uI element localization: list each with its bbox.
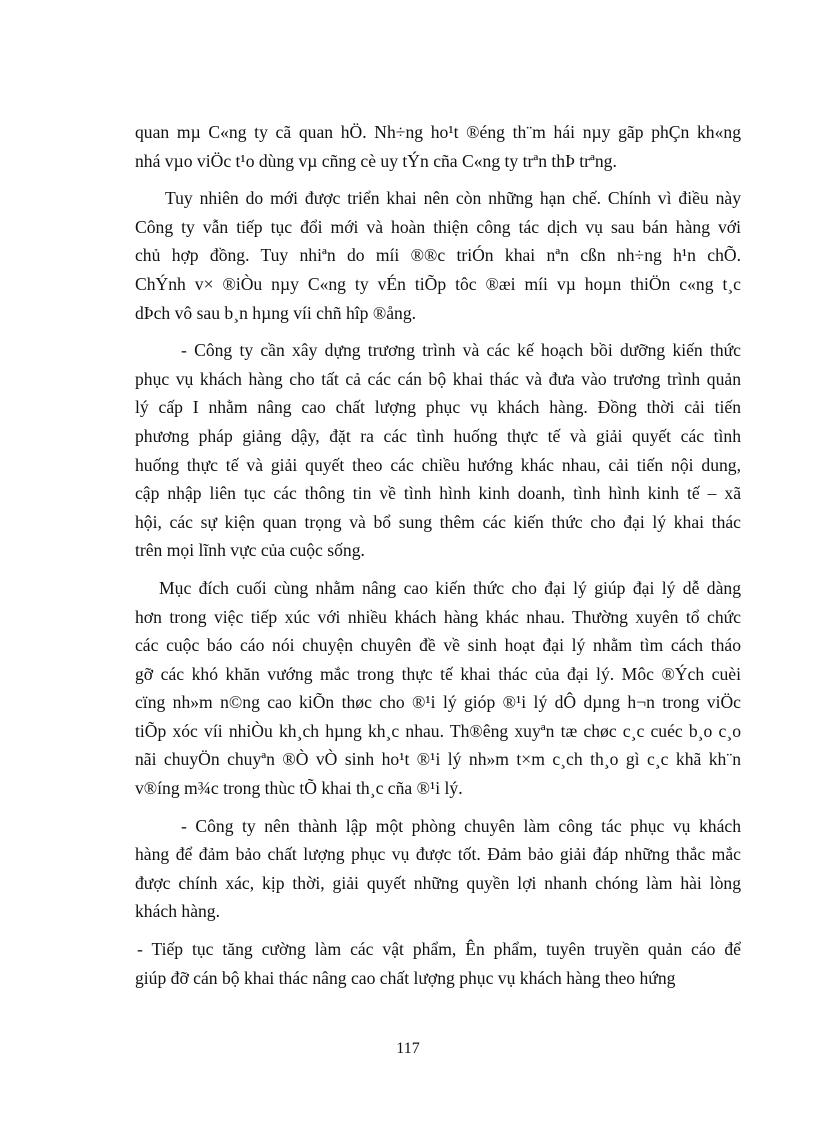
text-line: chủ hợp đồng. Tuy nhiªn do míi ®®c triÓn khai nªn cßn nh÷ng h¹n chÕ. (135, 245, 741, 266)
text-line: quan mµ C«ng ty cã quan hÖ. Nh÷ng ho¹t ®éng th¨m hái nµy gãp phÇn kh«ng (135, 122, 741, 142)
text-line: lý cấp I nhằm nâng cao chất lượng phục vụ khách hàng. Đồng thời cải tiến (135, 397, 741, 418)
paragraph-5 (135, 812, 741, 926)
text-line: cïng nh»m n©ng cao kiÕn thøc cho ®¹i lý gióp ®¹i lý dÔ dµng h¬n trong viÖc (135, 692, 741, 713)
text-line: gỡ các khó khăn vướng mắc trong thực tế khai thác của đại lý. Môc ®Ých cuèi (135, 663, 741, 684)
text-line: hàng để đảm bảo chất lượng phục vụ được tốt. Đảm bảo giải đáp những thắc mắc (135, 844, 741, 865)
text-line: Tuy nhiên do mới được triển khai nên còn những hạn chế. Chính vì điều này (165, 188, 741, 209)
text-line: cập nhập liên tục các thông tin về tình hình kinh doanh, tình hình kinh tế – xã (135, 483, 741, 504)
text-line: nhá vµo viÖc t¹o dùng vµ cñng cè uy tÝn cña C«ng ty trªn thÞ trªng. (135, 150, 617, 171)
paragraph-3 (135, 336, 741, 565)
text-line: Mục đích cuối cùng nhằm nâng cao kiến thức cho đại lý giúp đại lý dễ dàng (159, 577, 741, 598)
text-line: các cuộc báo cáo nói chuyện chuyên đề về sinh hoạt đại lý nhằm tìm cách tháo (135, 635, 741, 656)
text-line: giúp đỡ cán bộ khai thác nâng cao chất lượng phục vụ khách hàng theo hứng (135, 967, 676, 988)
text-line: ChÝnh v× ®iÒu nµy C«ng ty vÉn tiÕp tôc ®æi míi vµ hoµn thiÖn c«ng t¸c (135, 273, 741, 294)
text-line: hơn trong việc tiếp xúc với nhiều khách hàng khác nhau. Thường xuyên tổ chức (135, 606, 741, 627)
paragraph-2 (135, 184, 741, 327)
paragraph-6 (135, 935, 741, 992)
text-line: phương pháp giảng dậy, đặt ra các tình huống thực tế và giải quyết các tình (135, 425, 741, 446)
paragraph-1 (135, 118, 741, 175)
text-line: được chính xác, kịp thời, giải quyết những quyền lợi nhanh chóng làm hài lòng (135, 872, 741, 893)
text-line: - Công ty cần xây dựng trương trình và các kế hoạch bồi dưỡng kiến thức (181, 340, 741, 361)
text-line: trên mọi lĩnh vực của cuộc sống. (135, 540, 365, 561)
page-number: 117 (396, 1040, 420, 1057)
text-line: Công ty vẫn tiếp tục đổi mới và hoàn thiện công tác dịch vụ sau bán hàng với (135, 216, 741, 237)
text-line: tiÕp xóc víi nhiÒu kh¸ch hµng kh¸c nhau. Th®êng xuyªn tæ chøc c¸c cuéc b¸o c¸o (135, 720, 741, 741)
text-line: khách hàng. (135, 901, 221, 922)
text-line: huống thực tế và giải quyết theo các chiều hướng khác nhau, cải tiến nội dung, (135, 454, 741, 475)
body-text (135, 118, 741, 1001)
text-line: dÞch vô sau b¸n hµng víi chñ hîp ®ång. (135, 302, 417, 323)
text-line: - Tiếp tục tăng cường làm các vật phẩm, Ên phẩm, tuyên truyền quản cáo để (137, 939, 741, 960)
text-line: nãi chuyÖn chuyªn ®Ò vÒ sinh ho¹t ®¹i lý nh»m t×m c¸ch th¸o gì c¸c khã kh¨n (135, 749, 741, 770)
text-line: - Công ty nên thành lập một phòng chuyên làm công tác phục vụ khách (181, 815, 741, 836)
text-line: phục vụ khách hàng cho tất cả các cán bộ khai thác và đưa vào trương trình quản (135, 368, 741, 389)
text-line: v®íng m¾c trong thùc tÕ khai th¸c cña ®¹i lý. (135, 778, 463, 799)
text-line: hội, các sự kiện quan trọng và bổ sung thêm các kiến thức cho đại lý khai thác (135, 511, 741, 532)
paragraph-4 (135, 574, 741, 803)
